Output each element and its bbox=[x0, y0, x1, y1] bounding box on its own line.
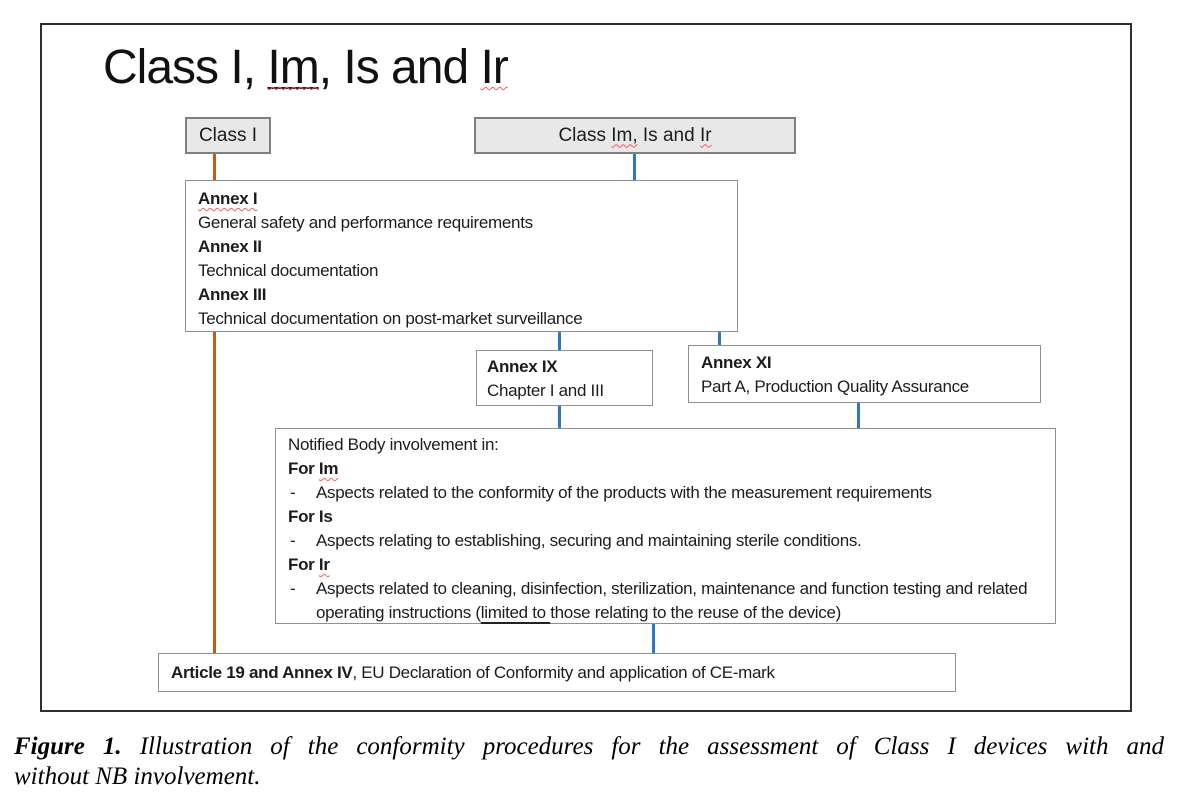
class-im-seg1: Class bbox=[558, 124, 612, 146]
annex-i-title bbox=[198, 187, 725, 211]
title-seg1: Class I, bbox=[103, 41, 268, 94]
diagram-title bbox=[103, 40, 508, 95]
class-i-label: Class I bbox=[198, 124, 258, 146]
nb-for-ir-term: Ir bbox=[318, 555, 330, 574]
bullet-dash: - bbox=[290, 579, 296, 598]
connector-annex-xi-to-notified-body bbox=[857, 402, 860, 429]
nb-ir-underlined: limited to bbox=[480, 603, 551, 622]
annex-i-title-text: Annex I bbox=[198, 189, 258, 208]
annex-xi-title: Annex XI bbox=[701, 353, 772, 372]
article-19-rest: , EU Declaration of Conformity and application of CE-mark bbox=[352, 662, 775, 682]
class-i-box bbox=[185, 117, 271, 154]
article-19-bold: Article 19 and Annex IV bbox=[171, 662, 353, 682]
class-im-label bbox=[558, 125, 711, 147]
nb-for-im-prefix: For bbox=[288, 459, 319, 478]
nb-for-ir-prefix: For bbox=[288, 555, 319, 574]
class-im-seg3: Is and bbox=[637, 124, 700, 146]
connector-annex-to-annex-xi bbox=[718, 331, 721, 346]
annex-iii-desc: Technical documentation on post-market surveillance bbox=[198, 309, 583, 328]
figure-caption bbox=[14, 732, 1164, 792]
caption-line2: without NB involvement. bbox=[14, 763, 261, 790]
nb-intro: Notified Body involvement in: bbox=[288, 435, 499, 454]
nb-for-is-term: Is bbox=[318, 507, 333, 526]
annex-ix-box bbox=[476, 350, 653, 406]
annex-ii-title: Annex II bbox=[198, 237, 262, 256]
connector-annex-to-article19 bbox=[213, 331, 216, 654]
annex-ix-desc: Chapter I and III bbox=[487, 381, 604, 400]
nb-is-bullet-text: Aspects relating to establishing, securing and maintaining sterile conditions. bbox=[316, 531, 862, 550]
annex-iii-title: Annex III bbox=[198, 285, 267, 304]
nb-for-ir-heading bbox=[288, 553, 1043, 577]
title-im: Im bbox=[267, 41, 319, 94]
caption-line1 bbox=[14, 732, 1164, 762]
title-im-underline bbox=[267, 41, 318, 94]
bullet-dash: - bbox=[290, 483, 296, 502]
annex-xi-box bbox=[688, 345, 1041, 403]
annex-ii-desc: Technical documentation bbox=[198, 261, 379, 280]
nb-for-is-prefix: For bbox=[288, 507, 319, 526]
nb-im-bullet-text: Aspects related to the conformity of the products with the measurement requirements bbox=[316, 483, 932, 502]
class-im-seg4: Ir bbox=[699, 124, 712, 146]
title-seg3: , Is and bbox=[318, 41, 481, 94]
caption-line1-text: Illustration of the conformity procedures for the assessment of Class I devices with and bbox=[139, 733, 1165, 760]
connector-notified-body-to-article19 bbox=[652, 623, 655, 654]
annex-i-desc: General safety and performance requirements bbox=[198, 213, 533, 232]
nb-ir-bullet bbox=[288, 577, 1043, 625]
article-19-box bbox=[158, 653, 956, 692]
title-ir: Ir bbox=[480, 41, 508, 94]
nb-for-im-heading bbox=[288, 457, 1043, 481]
nb-ir-seg2: those relating to the reuse of the device) bbox=[550, 603, 841, 622]
annex-requirements-box bbox=[185, 180, 738, 332]
nb-for-is-heading bbox=[288, 505, 1043, 529]
caption-label: Figure 1. bbox=[14, 733, 122, 760]
nb-is-bullet bbox=[288, 529, 1043, 553]
class-im-seg2: Im, bbox=[611, 124, 638, 146]
connector-class-im-to-annex bbox=[633, 153, 636, 181]
nb-ir-bullet-text bbox=[316, 577, 1043, 625]
class-im-is-ir-box bbox=[474, 117, 796, 154]
connector-annex-ix-to-notified-body bbox=[558, 405, 561, 429]
connector-annex-to-annex-ix bbox=[558, 331, 561, 351]
bullet-dash: - bbox=[290, 531, 296, 550]
nb-ir-seg1: Aspects related to cleaning, disinfection, sterilization, maintenance and function testing and related operating instructions ( bbox=[316, 579, 1032, 622]
nb-for-im-term: Im bbox=[318, 459, 339, 478]
connector-class-i-to-annex bbox=[213, 153, 216, 181]
nb-im-bullet bbox=[288, 481, 1043, 505]
notified-body-box bbox=[275, 428, 1056, 624]
annex-xi-desc: Part A, Production Quality Assurance bbox=[701, 377, 969, 396]
annex-ix-title: Annex IX bbox=[487, 357, 558, 376]
